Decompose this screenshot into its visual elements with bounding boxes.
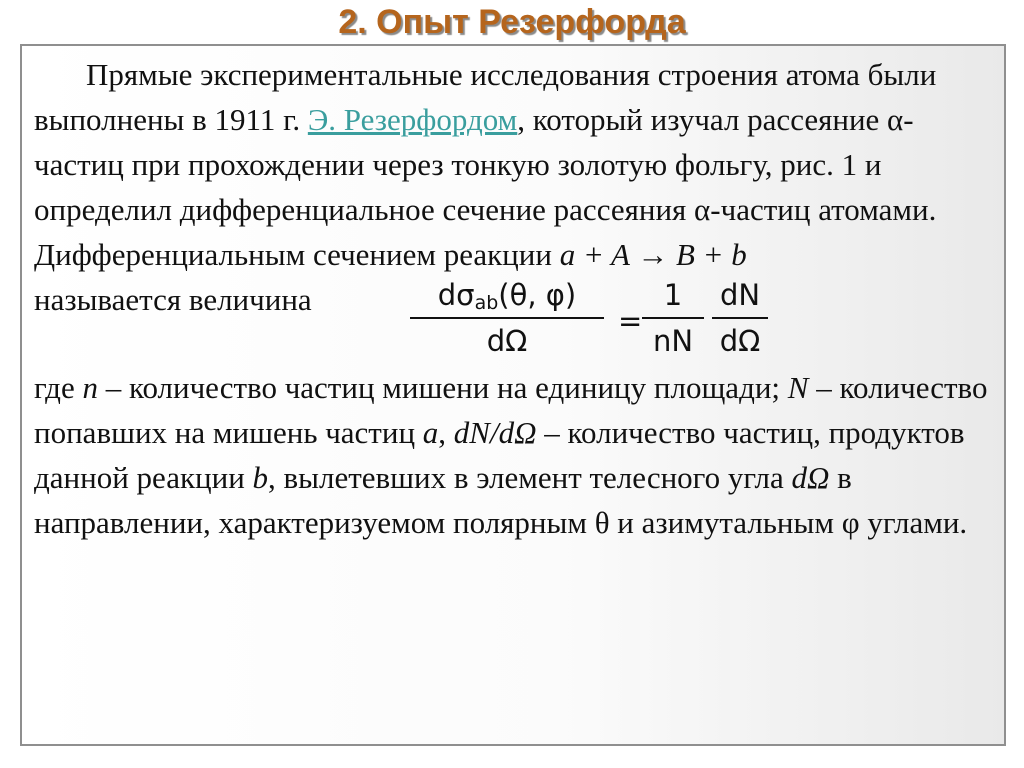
notation-text-6: , вылетевших в элемент телесного угла bbox=[268, 460, 792, 495]
notation-text-5: – количество частиц, продуктов данной реакции bbox=[34, 415, 965, 495]
reaction-formula: a + A → B + b bbox=[559, 237, 747, 272]
symbol-dOmega: dΩ bbox=[791, 460, 830, 495]
fraction-dN-dOmega bbox=[712, 275, 768, 361]
symbol-dN-dOmega: dN/dΩ bbox=[453, 415, 537, 450]
intro-text-b: , который изучал рассеяние α-частиц при прохождении через тонкую золотую фольгу, рис. 1 и определил дифференциальное сечение рассеяния α-частиц атомами. bbox=[34, 102, 937, 227]
symbol-a: a bbox=[422, 415, 439, 450]
formula-line bbox=[34, 277, 992, 365]
dsigma-subscript: ab bbox=[474, 292, 499, 314]
paragraph-definition bbox=[34, 232, 992, 277]
notation-text-2: – количество частиц мишени на единицу площади; bbox=[97, 370, 788, 405]
dsigma-arguments: (θ, φ) bbox=[498, 278, 577, 312]
intro-text-a: Прямые экспериментальные исследования строения атома были выполнены в 1911 г. bbox=[34, 57, 937, 137]
slide-title: 2. Опыт Резерфорда bbox=[338, 3, 686, 41]
definition-text: Дифференциальным сечением реакции bbox=[34, 237, 560, 272]
paragraph-notation bbox=[34, 365, 992, 545]
content-box bbox=[20, 44, 1006, 746]
equals-sign: = bbox=[618, 304, 643, 338]
symbol-n: n bbox=[82, 370, 98, 405]
formula-label: называется величина bbox=[34, 282, 312, 317]
symbol-N: N bbox=[787, 370, 809, 405]
fraction-dsigma-numerator bbox=[410, 275, 604, 315]
notation-text-1: где bbox=[34, 370, 83, 405]
fraction-dN-numerator: dN bbox=[719, 278, 761, 312]
content-text bbox=[34, 52, 992, 545]
fraction-dOmega-denominator: dΩ bbox=[719, 324, 761, 358]
fraction-bar-3 bbox=[712, 317, 768, 319]
paragraph-intro bbox=[34, 52, 992, 232]
notation-text-7: в направлении, характеризуемом полярным θ и азимутальным φ углами. bbox=[34, 460, 968, 540]
rutherford-link[interactable]: Э. Резерфордом bbox=[307, 102, 518, 137]
fraction-one-numerator: 1 bbox=[663, 278, 683, 312]
fraction-nN-denominator: nN bbox=[652, 324, 694, 358]
dsigma-symbol: dσ bbox=[437, 278, 475, 312]
fraction-dsigma bbox=[410, 275, 604, 361]
notation-text-4: , bbox=[438, 415, 454, 450]
symbol-b: b bbox=[252, 460, 269, 495]
fraction-bar-1 bbox=[410, 317, 604, 319]
fraction-one-over-nN bbox=[642, 275, 704, 361]
fraction-dsigma-denominator: dΩ bbox=[486, 324, 528, 358]
notation-text-3: – количество попавших на мишень частиц bbox=[34, 370, 988, 450]
fraction-bar-2 bbox=[642, 317, 704, 319]
